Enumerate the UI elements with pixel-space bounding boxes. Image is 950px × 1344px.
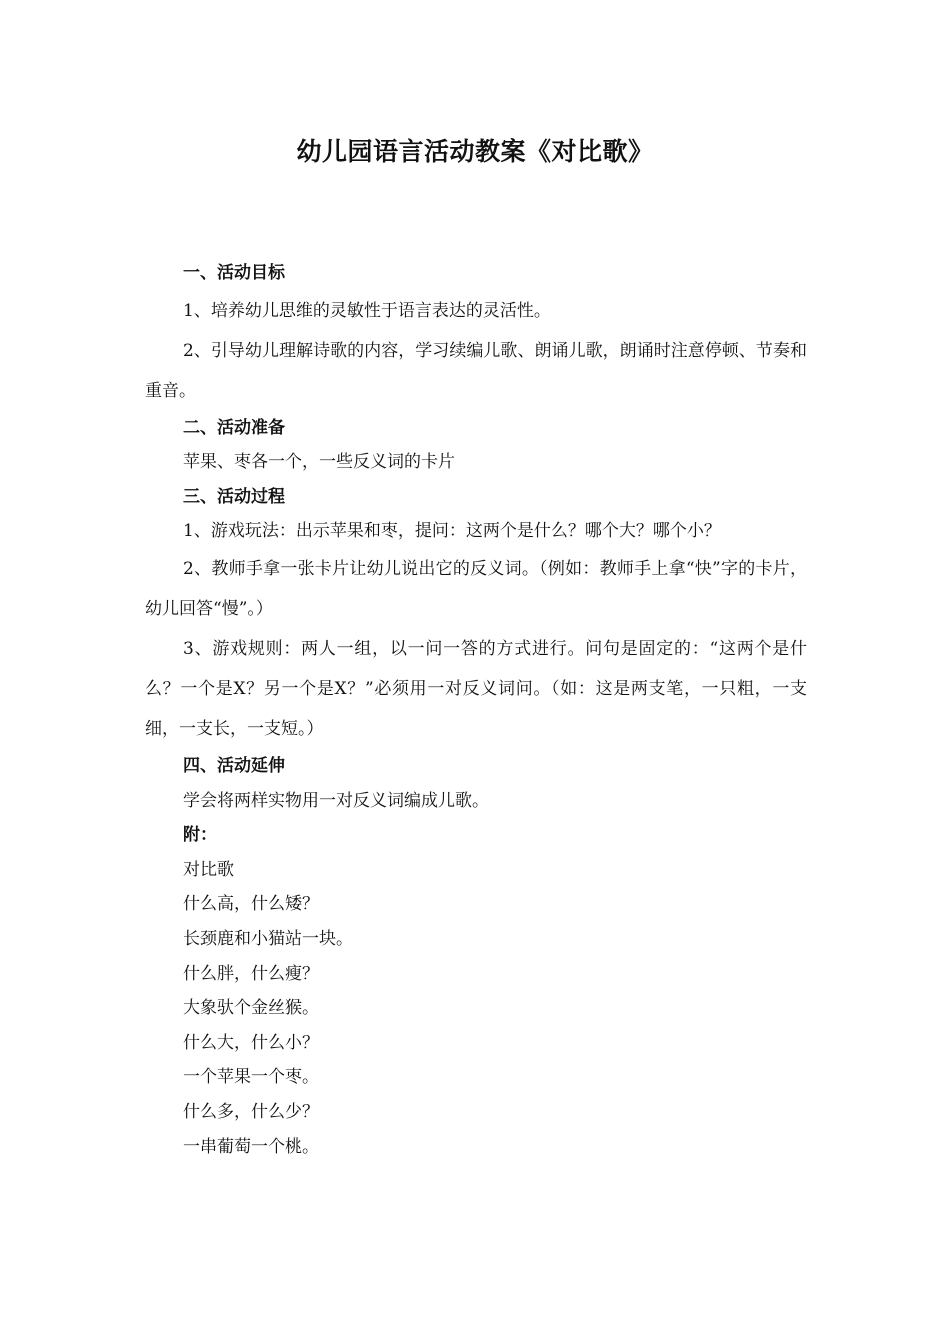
poem-line: 一个苹果一个枣。: [183, 1067, 319, 1088]
goal-item-2: 2、引导幼儿理解诗歌的内容，学习续编儿歌、朗诵儿歌，朗诵时注意停顿、节奏和重音。: [145, 340, 807, 401]
goal-item-1: 1、培养幼儿思维的灵敏性于语言表达的灵活性。: [183, 300, 551, 321]
poem-line: 大象驮个金丝猴。: [183, 998, 319, 1019]
section-heading-extension: 四、活动延伸: [183, 755, 285, 776]
section-heading-appendix: 附：: [183, 825, 217, 846]
process-item-3: 3、游戏规则：两人一组，以一问一答的方式进行。问句是固定的：“这两个是什么？一个是X？另一个是X？”必须用一对反义词问。（如：这是两支笔，一只粗，一支细，一支长，一支短。）: [145, 638, 807, 739]
document-title: 幼儿园语言活动教案《对比歌》: [296, 137, 654, 166]
poem-line: 什么胖，什么瘦？: [183, 963, 319, 984]
process-item-2: 2、教师手拿一张卡片让幼儿说出它的反义词。（例如：教师手上拿“快”字的卡片，幼儿回答“慢”。）: [145, 558, 807, 619]
poem-line: 什么多，什么少？: [183, 1101, 319, 1122]
poem-line: 一串葡萄一个桃。: [183, 1136, 319, 1157]
poem-line: 什么大，什么小？: [183, 1032, 319, 1053]
prep-text: 苹果、枣各一个，一些反义词的卡片: [183, 452, 455, 473]
poem-line: 什么高，什么矮？: [183, 894, 319, 915]
document-body: [145, 256, 807, 1164]
extension-text: 学会将两样实物用一对反义词编成儿歌。: [183, 790, 489, 811]
section-heading-prep: 二、活动准备: [183, 417, 285, 438]
poem-line: 长颈鹿和小猫站一块。: [183, 928, 353, 949]
poem-title: 对比歌: [183, 859, 234, 880]
section-heading-process: 三、活动过程: [183, 486, 285, 507]
process-item-1: 1、游戏玩法：出示苹果和枣，提问：这两个是什么？哪个大？哪个小？: [183, 521, 721, 542]
section-heading-goals: 一、活动目标: [183, 263, 285, 283]
